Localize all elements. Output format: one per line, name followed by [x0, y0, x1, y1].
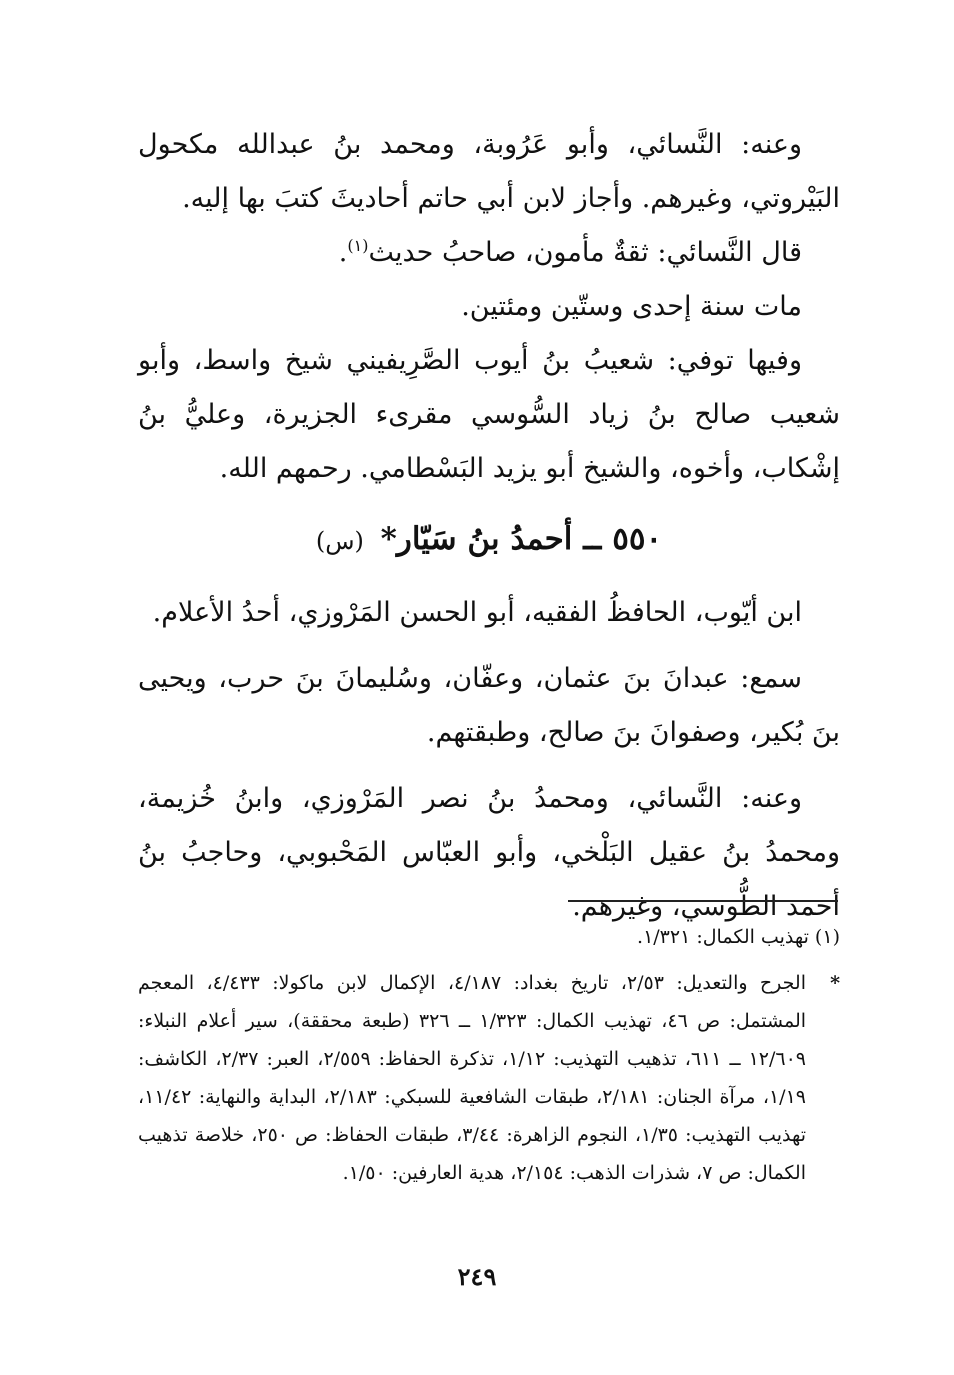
entry-name: أحمدُ بنُ سَيّار* — [380, 521, 573, 557]
footnote-divider — [568, 900, 838, 902]
death-year-paragraph: مات سنة إحدى وستّين ومئتين. — [461, 291, 802, 322]
lineage-paragraph: ابن أيّوب، الحافظُ الفقيه، أبو الحسن المَرْوزي، أحدُ الأعلام. — [152, 597, 802, 628]
footnote-1: (١) تهذيب الكمال: ١/٣٢١. — [637, 926, 840, 948]
nasai-grading-text: قال النَّسائي: ثقةٌ مأمون، صاحبُ حديث — [368, 237, 802, 268]
paragraph-gap — [138, 640, 840, 652]
paragraph-gap — [138, 760, 840, 772]
students-paragraph: وعنه: النَّسائي، ومحمدُ بنُ نصر المَرْوزي، وابنُ خُزيمة، ومحمدُ بنُ عقيل البَلْخي، وأبو العبّاس المَحْبوبي، وحاجبُ بنُ أحمد الطُّوسي، وغيرهم. — [138, 783, 840, 922]
entry-code: (س) — [315, 527, 364, 555]
sources-footnote — [138, 964, 840, 1192]
page-number: ٢٤٩ — [457, 1262, 497, 1291]
main-text — [138, 118, 840, 934]
footnote-reference: (١) — [347, 236, 369, 255]
nasai-grading-paragraph — [138, 226, 840, 280]
narrators-paragraph: وعنه: النَّسائي، وأبو عَرُوبة، ومحمد بنُ عبدالله مكحول البَيْروتي، وغيرهم. وأجاز لابن أبي حاتم أحاديثَ كتبَ بها إليه. — [138, 129, 840, 214]
sources-list: الجرح والتعديل: ٢/٥٣، تاريخ بغداد: ٤/١٨٧، الإكمال لابن ماكولا: ٤/٤٣٣، المعجم المشتمل: ص ٤٦، تهذيب الكمال: ١/٣٢٣ ــ ٣٢٦ (طبعة محققة)، سير أعلام النبلاء: ١٢/٦٠٩ ــ ٦١١، تذهيب التهذيب: ١/١٢، تذكرة الحفاظ: ٢/٥٥٩، العبر: ٢/٣٧، الكاشف: ١/١٩، مرآة الجنان: ٢/١٨١، طبقات الشافعية للسبكي: ٢/١٨٣، البداية والنهاية: ١١/٤٢، تهذيب التهذيب: ١/٣٥، النجوم الزاهرة: ٣/٤٤، طبقات الحفاظ: ص ٢٥٠، خلاصة تذهيب الكمال: ص ٧، شذرات الذهب: ٢/١٥٤، هدية العارفين: ١/٥٠. — [138, 972, 807, 1184]
entry-heading — [138, 504, 840, 576]
star-marker: * — [830, 972, 840, 994]
entry-number: ٥٥٠ — [612, 521, 663, 557]
footnotes — [138, 918, 840, 1192]
same-year-deaths-paragraph: وفيها توفي: شعيبُ بنُ أيوب الصَّرِيفيني شيخ واسط، وأبو شعيب صالح بنُ زياد السُّوسي مقرىء الجزيرة، وعليُّ بنُ إشْكاب، وأخوه، والشيخ أبو يزيد البَسْطامي. رحمهم الله. — [138, 345, 840, 484]
teachers-paragraph: سمع: عبدانَ بنَ عثمان، وعفّان، وسُليمانَ بنَ حرب، ويحيى بنَ بُكير، وصفوانَ بنَ صالح، وطبقتهم. — [138, 663, 840, 748]
nasai-grading-end: . — [338, 237, 348, 268]
entry-dash: ــ — [583, 521, 602, 557]
